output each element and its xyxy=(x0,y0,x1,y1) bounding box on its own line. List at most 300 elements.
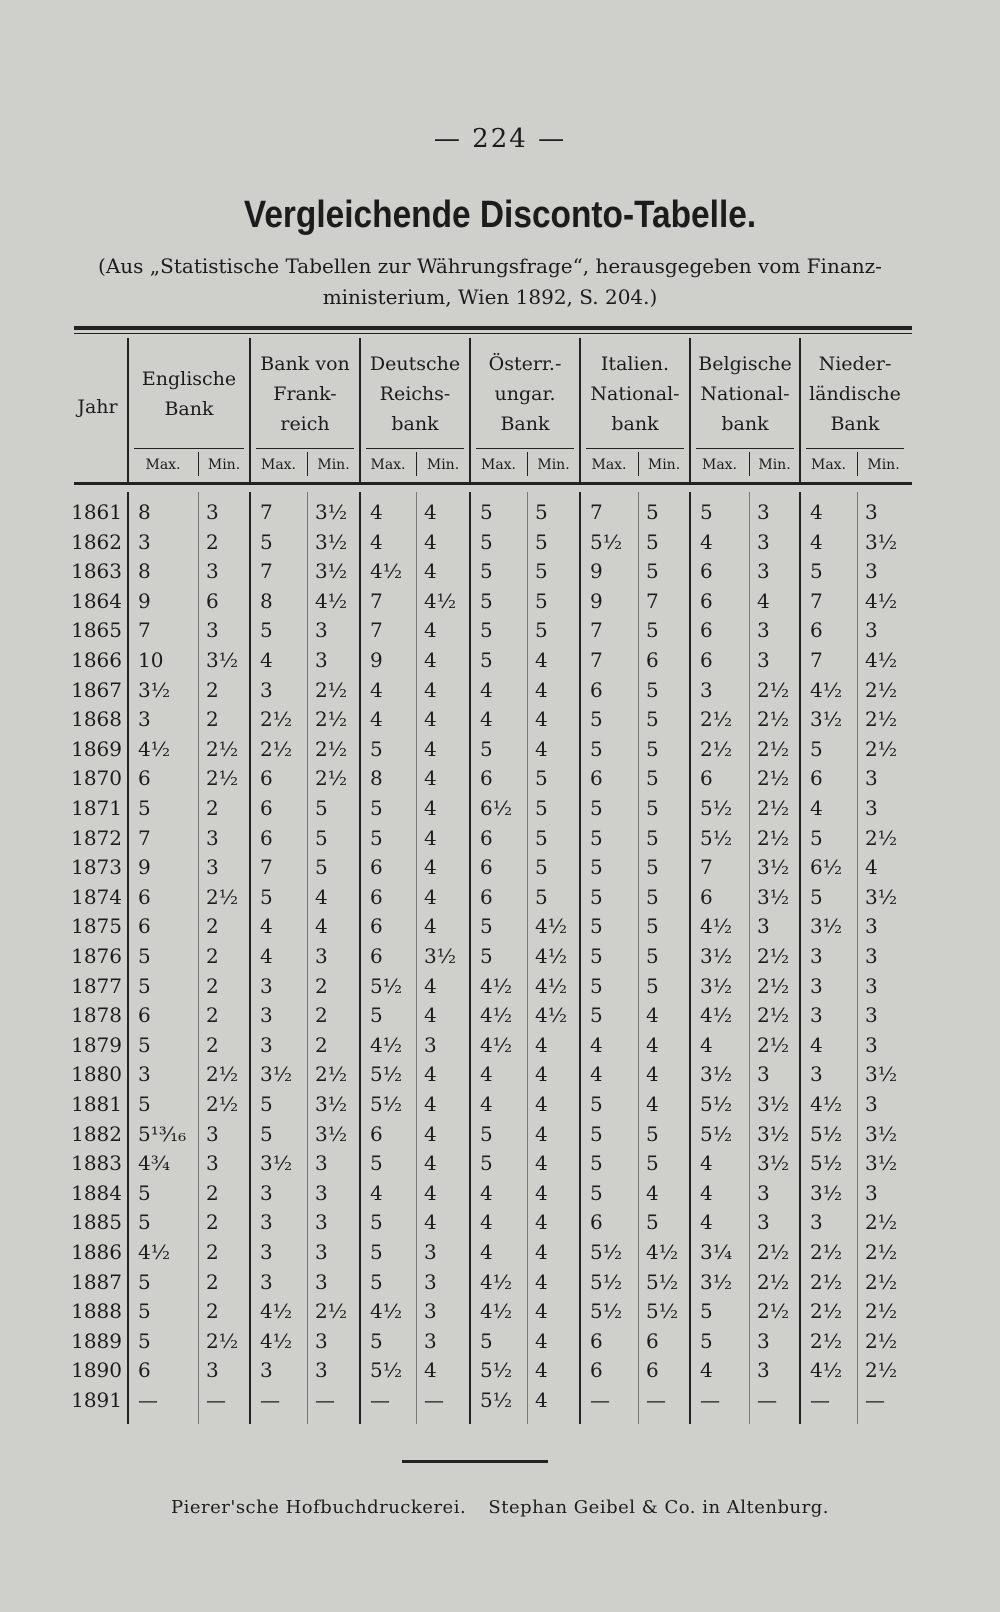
min-rate-cell: 2½ xyxy=(865,825,898,850)
min-rate-cell: 3½ xyxy=(315,1092,348,1116)
min-rate-cell: 5 xyxy=(646,944,659,968)
min-rate-cell: 3 xyxy=(424,1299,437,1324)
max-rate-cell: 7 xyxy=(370,618,383,643)
max-label: Max. xyxy=(701,457,738,473)
min-rate-cell: 3 xyxy=(865,1003,878,1028)
min-rate-cell: 2½ xyxy=(206,1092,239,1116)
sub-column-separator xyxy=(307,492,308,1424)
year-cell: 1889 xyxy=(71,1328,122,1353)
sub-column-separator xyxy=(638,492,639,1424)
min-rate-cell: 2½ xyxy=(865,1210,898,1235)
max-rate-cell: 7 xyxy=(370,588,383,613)
bank-name-7: Bank xyxy=(830,413,880,435)
max-rate-cell: 5½ xyxy=(700,1121,733,1146)
min-rate-cell: 2 xyxy=(315,1032,328,1057)
min-rate-cell: 5 xyxy=(646,1121,659,1146)
max-label: Max. xyxy=(145,457,181,473)
column-separator xyxy=(469,492,471,1424)
max-rate-cell: 3 xyxy=(810,1210,823,1235)
min-rate-cell: 5 xyxy=(646,884,659,909)
max-rate-cell: 6 xyxy=(138,766,151,791)
max-rate-cell: 7 xyxy=(810,648,823,672)
min-rate-cell: 4 xyxy=(424,1062,437,1087)
min-label: Min. xyxy=(317,457,350,473)
max-rate-cell: 5¹³⁄₁₆ xyxy=(138,1121,187,1146)
min-rate-cell: 2½ xyxy=(757,1240,790,1264)
max-rate-cell: 5 xyxy=(480,736,493,761)
max-rate-cell: 7 xyxy=(138,825,151,850)
max-rate-cell: 3½ xyxy=(138,677,171,702)
max-rate-cell: — xyxy=(700,1388,720,1412)
footer-rule xyxy=(402,1460,548,1463)
max-rate-cell: 7 xyxy=(590,500,603,524)
min-rate-cell: 5 xyxy=(646,825,659,850)
max-rate-cell: 3 xyxy=(260,1180,273,1205)
min-rate-cell: 3½ xyxy=(315,529,348,554)
min-rate-cell: 3 xyxy=(206,1151,219,1176)
min-rate-cell: 2 xyxy=(206,1299,219,1324)
min-rate-cell: — xyxy=(757,1388,777,1412)
min-rate-cell: 4½ xyxy=(646,1240,679,1264)
max-rate-cell: 4½ xyxy=(480,1003,513,1028)
max-rate-cell: 5 xyxy=(700,1299,713,1324)
maxmin-rule xyxy=(696,448,794,449)
max-rate-cell: 4½ xyxy=(810,1358,843,1383)
max-rate-cell: 5 xyxy=(138,1032,151,1057)
year-cell: 1883 xyxy=(71,1151,122,1176)
max-rate-cell: 2½ xyxy=(260,707,293,732)
max-rate-cell: 4½ xyxy=(260,1328,293,1353)
max-rate-cell: 3 xyxy=(260,1358,273,1383)
max-rate-cell: 3 xyxy=(810,1062,823,1087)
min-rate-cell: 3 xyxy=(315,618,328,643)
min-rate-cell: 2½ xyxy=(865,1328,898,1353)
bank-name-3: Reichs- xyxy=(379,383,451,405)
min-rate-cell: 3 xyxy=(865,944,878,968)
year-cell: 1878 xyxy=(71,1003,122,1028)
max-rate-cell: 7 xyxy=(700,855,713,880)
min-rate-cell: 3½ xyxy=(757,1092,790,1116)
min-rate-cell: 2 xyxy=(206,796,219,820)
maxmin-separator xyxy=(857,452,858,476)
min-rate-cell: 3 xyxy=(206,500,219,524)
max-rate-cell: 4½ xyxy=(480,1299,513,1324)
year-cell: 1869 xyxy=(71,736,122,761)
max-rate-cell: 7 xyxy=(260,855,273,880)
max-rate-cell: 4 xyxy=(260,944,273,968)
year-cell: 1875 xyxy=(71,914,122,939)
max-rate-cell: 5 xyxy=(260,884,273,909)
max-label: Max. xyxy=(810,457,847,473)
min-rate-cell: 4 xyxy=(646,1003,659,1028)
max-rate-cell: 2½ xyxy=(810,1299,843,1324)
maxmin-rule xyxy=(134,448,244,449)
max-rate-cell: 4½ xyxy=(370,559,403,584)
min-rate-cell: 2½ xyxy=(315,1062,348,1087)
min-rate-cell: 2½ xyxy=(206,884,239,909)
footer-printer: Pierer'sche Hofbuchdruckerei. xyxy=(170,1497,467,1518)
min-rate-cell: 3 xyxy=(865,973,878,998)
max-rate-cell: 5 xyxy=(480,500,493,524)
min-rate-cell: 3 xyxy=(315,1180,328,1205)
year-cell: 1877 xyxy=(71,973,122,998)
max-rate-cell: 4½ xyxy=(370,1299,403,1324)
min-rate-cell: 5 xyxy=(646,500,659,524)
max-rate-cell: 3½ xyxy=(700,944,733,968)
max-rate-cell: 4½ xyxy=(138,736,171,761)
year-cell: 1874 xyxy=(71,884,122,909)
min-rate-cell: 5 xyxy=(646,914,659,939)
min-rate-cell: 3 xyxy=(424,1240,437,1264)
min-rate-cell: 3½ xyxy=(757,884,790,909)
max-label: Max. xyxy=(260,457,297,473)
min-label: Min. xyxy=(867,457,900,473)
max-rate-cell: 2½ xyxy=(700,707,733,732)
min-rate-cell: 3½ xyxy=(865,1151,898,1176)
min-rate-cell: 5 xyxy=(646,855,659,880)
min-rate-cell: — xyxy=(315,1388,335,1412)
year-cell: 1886 xyxy=(71,1240,122,1264)
max-rate-cell: 5 xyxy=(810,825,823,850)
year-cell: 1868 xyxy=(71,707,122,732)
min-rate-cell: 3 xyxy=(315,1269,328,1294)
year-cell: 1864 xyxy=(71,588,122,613)
max-rate-cell: 5 xyxy=(138,1328,151,1353)
year-header: Jahr xyxy=(77,396,118,418)
max-rate-cell: 4 xyxy=(370,677,383,702)
min-rate-cell: 4 xyxy=(646,1180,659,1205)
min-rate-cell: 3 xyxy=(757,1062,770,1087)
year-cell: 1880 xyxy=(71,1062,122,1087)
max-rate-cell: 4½ xyxy=(810,677,843,702)
min-rate-cell: 2½ xyxy=(206,766,239,791)
max-rate-cell: 6 xyxy=(138,914,151,939)
min-rate-cell: 2½ xyxy=(757,944,790,968)
max-rate-cell: 5 xyxy=(480,1328,493,1353)
max-rate-cell: 4 xyxy=(260,914,273,939)
page-number: — 224 — xyxy=(433,124,567,154)
min-rate-cell: 3 xyxy=(757,1328,770,1353)
min-rate-cell: 2½ xyxy=(865,1269,898,1294)
min-rate-cell: 5 xyxy=(646,1210,659,1235)
max-rate-cell: 5 xyxy=(590,1121,603,1146)
maxmin-rule xyxy=(256,448,354,449)
max-rate-cell: 4 xyxy=(700,1180,713,1205)
min-rate-cell: 4 xyxy=(535,1180,548,1205)
min-rate-cell: 2½ xyxy=(865,1240,898,1264)
min-rate-cell: 3½ xyxy=(757,1151,790,1176)
max-rate-cell: 7 xyxy=(138,618,151,643)
max-rate-cell: 6 xyxy=(138,884,151,909)
min-rate-cell: 2½ xyxy=(315,766,348,791)
max-rate-cell: 4 xyxy=(370,500,383,524)
max-rate-cell: 3½ xyxy=(700,1062,733,1087)
year-cell: 1887 xyxy=(71,1269,122,1294)
min-rate-cell: 4 xyxy=(535,1151,548,1176)
max-rate-cell: 6 xyxy=(590,1358,603,1383)
max-rate-cell: 5 xyxy=(480,914,493,939)
min-rate-cell: 5 xyxy=(646,1151,659,1176)
min-rate-cell: 4 xyxy=(424,825,437,850)
max-rate-cell: 4 xyxy=(700,1358,713,1383)
min-rate-cell: 2 xyxy=(206,707,219,732)
min-rate-cell: 4 xyxy=(424,1210,437,1235)
max-rate-cell: 6 xyxy=(700,618,713,643)
sub-column-separator xyxy=(527,492,528,1424)
max-rate-cell: 5 xyxy=(370,1210,383,1235)
max-rate-cell: 9 xyxy=(590,588,603,613)
max-rate-cell: 5½ xyxy=(480,1388,513,1412)
column-separator xyxy=(249,492,251,1424)
year-cell: 1882 xyxy=(71,1121,122,1146)
min-rate-cell: 4 xyxy=(535,648,548,672)
max-rate-cell: 3 xyxy=(138,707,151,732)
max-rate-cell: 4½ xyxy=(700,914,733,939)
max-rate-cell: 2½ xyxy=(810,1328,843,1353)
max-rate-cell: 4 xyxy=(480,1210,493,1235)
max-rate-cell: 6 xyxy=(700,588,713,613)
max-rate-cell: 9 xyxy=(590,559,603,584)
min-rate-cell: 3½ xyxy=(424,944,457,968)
max-rate-cell: 5 xyxy=(590,855,603,880)
min-rate-cell: 5 xyxy=(646,618,659,643)
min-rate-cell: 2 xyxy=(206,914,219,939)
max-rate-cell: 9 xyxy=(138,855,151,880)
max-rate-cell: 4 xyxy=(810,1032,823,1057)
year-cell: 1866 xyxy=(71,648,122,672)
min-rate-cell: 3 xyxy=(206,825,219,850)
max-rate-cell: 2½ xyxy=(810,1269,843,1294)
min-rate-cell: 4 xyxy=(535,1032,548,1057)
max-rate-cell: 4 xyxy=(480,1092,493,1116)
max-rate-cell: 5 xyxy=(590,1151,603,1176)
max-rate-cell: 5 xyxy=(590,796,603,820)
max-rate-cell: 4¾ xyxy=(138,1151,171,1176)
footer xyxy=(0,1497,1000,1518)
max-rate-cell: 6 xyxy=(138,1003,151,1028)
max-rate-cell: 5 xyxy=(590,707,603,732)
min-rate-cell: 3½ xyxy=(865,1062,898,1087)
max-rate-cell: 3½ xyxy=(810,914,843,939)
min-rate-cell: 5 xyxy=(646,766,659,791)
min-rate-cell: 2½ xyxy=(206,1328,239,1353)
max-rate-cell: 7 xyxy=(590,648,603,672)
min-rate-cell: 3½ xyxy=(865,884,898,909)
min-rate-cell: 3 xyxy=(206,559,219,584)
max-rate-cell: 5 xyxy=(480,648,493,672)
max-rate-cell: 6 xyxy=(700,559,713,584)
min-rate-cell: 2 xyxy=(206,944,219,968)
year-cell: 1865 xyxy=(71,618,122,643)
min-rate-cell: 2½ xyxy=(865,1358,898,1383)
min-rate-cell: 2½ xyxy=(757,677,790,702)
min-rate-cell: 4 xyxy=(535,1269,548,1294)
year-cell: 1870 xyxy=(71,766,122,791)
min-rate-cell: 2½ xyxy=(865,707,898,732)
min-rate-cell: 4½ xyxy=(424,588,457,613)
max-rate-cell: 5 xyxy=(480,1121,493,1146)
bank-name-7: ländische xyxy=(809,383,901,405)
min-rate-cell: 4 xyxy=(315,884,328,909)
max-rate-cell: 10 xyxy=(138,648,164,672)
min-rate-cell: 6 xyxy=(646,648,659,672)
sub-column-separator xyxy=(198,492,199,1424)
min-rate-cell: 3 xyxy=(757,914,770,939)
max-rate-cell: 6 xyxy=(810,618,823,643)
max-rate-cell: 5½ xyxy=(590,529,623,554)
min-rate-cell: 2 xyxy=(315,1003,328,1028)
min-rate-cell: 2½ xyxy=(206,736,239,761)
min-rate-cell: 3 xyxy=(206,618,219,643)
min-label: Min. xyxy=(426,457,460,473)
max-rate-cell: 5 xyxy=(590,973,603,998)
min-rate-cell: 4½ xyxy=(535,973,568,998)
min-rate-cell: 3 xyxy=(206,1121,219,1146)
max-rate-cell: 4 xyxy=(590,1062,603,1087)
min-rate-cell: 5 xyxy=(646,796,659,820)
min-rate-cell: 3½ xyxy=(315,1121,348,1146)
max-rate-cell: 6 xyxy=(370,884,383,909)
max-rate-cell: 4 xyxy=(700,529,713,554)
min-rate-cell: 5 xyxy=(646,973,659,998)
maxmin-rule xyxy=(476,448,574,449)
max-rate-cell: 5 xyxy=(480,588,493,613)
min-rate-cell: 3½ xyxy=(757,855,790,880)
max-rate-cell: 4½ xyxy=(370,1032,403,1057)
max-rate-cell: 3½ xyxy=(700,973,733,998)
max-rate-cell: 5½ xyxy=(590,1299,623,1324)
max-rate-cell: 5 xyxy=(370,1269,383,1294)
min-rate-cell: 3 xyxy=(757,1358,770,1383)
min-rate-cell: 3 xyxy=(757,618,770,643)
max-rate-cell: 8 xyxy=(370,766,383,791)
max-rate-cell: — xyxy=(260,1388,280,1412)
min-rate-cell: 2 xyxy=(206,1269,219,1294)
max-rate-cell: 6 xyxy=(590,766,603,791)
min-rate-cell: 2 xyxy=(206,677,219,702)
min-rate-cell: 4½ xyxy=(535,1003,568,1028)
min-rate-cell: 4 xyxy=(424,559,437,584)
year-cell: 1884 xyxy=(71,1180,122,1205)
min-rate-cell: 5 xyxy=(315,855,328,880)
min-rate-cell: 2½ xyxy=(757,973,790,998)
min-rate-cell: 2 xyxy=(206,1210,219,1235)
min-rate-cell: 5 xyxy=(535,618,548,643)
min-rate-cell: 4 xyxy=(535,1062,548,1087)
min-rate-cell: 3½ xyxy=(315,500,348,524)
max-rate-cell: 3½ xyxy=(810,1180,843,1205)
max-rate-cell: 6 xyxy=(590,1328,603,1353)
min-label: Min. xyxy=(758,457,791,473)
min-rate-cell: 3½ xyxy=(206,648,239,672)
min-rate-cell: 5 xyxy=(646,559,659,584)
min-rate-cell: 4 xyxy=(424,796,437,820)
min-rate-cell: 5 xyxy=(646,736,659,761)
bank-name-5: Italien. xyxy=(600,353,670,375)
min-rate-cell: 2½ xyxy=(206,1062,239,1087)
min-rate-cell: 4 xyxy=(424,1121,437,1146)
max-rate-cell: 3 xyxy=(810,1003,823,1028)
min-rate-cell: 3 xyxy=(315,944,328,968)
min-rate-cell: 4 xyxy=(535,677,548,702)
max-rate-cell: 5 xyxy=(480,1151,493,1176)
min-rate-cell: 2 xyxy=(206,973,219,998)
min-rate-cell: 4 xyxy=(646,1062,659,1087)
year-cell: 1867 xyxy=(71,677,122,702)
bank-name-5: bank xyxy=(611,413,659,435)
max-rate-cell: 4 xyxy=(480,1062,493,1087)
year-cell: 1876 xyxy=(71,944,122,968)
min-rate-cell: 4 xyxy=(424,914,437,939)
max-rate-cell: 5 xyxy=(260,618,273,643)
max-rate-cell: 5 xyxy=(700,1328,713,1353)
min-rate-cell: 2½ xyxy=(757,1003,790,1028)
min-rate-cell: 2½ xyxy=(757,1299,790,1324)
min-rate-cell: 4 xyxy=(646,1032,659,1057)
max-rate-cell: 7 xyxy=(260,500,273,524)
max-rate-cell: 8 xyxy=(138,559,151,584)
min-rate-cell: 3 xyxy=(315,1151,328,1176)
max-rate-cell: — xyxy=(370,1388,390,1412)
min-rate-cell: 4½ xyxy=(535,914,568,939)
min-rate-cell: 2½ xyxy=(865,1299,898,1324)
min-rate-cell: 5 xyxy=(535,588,548,613)
max-rate-cell: 7 xyxy=(590,618,603,643)
maxmin-rule xyxy=(586,448,684,449)
min-rate-cell: 5 xyxy=(535,766,548,791)
max-rate-cell: 4 xyxy=(700,1032,713,1057)
max-rate-cell: 5 xyxy=(260,529,273,554)
min-rate-cell: 3 xyxy=(757,648,770,672)
max-rate-cell: 4½ xyxy=(480,1032,513,1057)
min-rate-cell: 4 xyxy=(865,855,878,880)
footer-publisher: Stephan Geibel & Co. in Altenburg. xyxy=(488,1497,829,1518)
min-rate-cell: 2½ xyxy=(757,1032,790,1057)
year-cell: 1891 xyxy=(71,1388,122,1412)
min-rate-cell: 4 xyxy=(535,1328,548,1353)
min-rate-cell: 2½ xyxy=(315,1299,348,1324)
min-rate-cell: 2 xyxy=(206,1240,219,1264)
max-rate-cell: 5 xyxy=(810,884,823,909)
min-rate-cell: 2½ xyxy=(865,736,898,761)
min-rate-cell: 4 xyxy=(424,1180,437,1205)
max-rate-cell: 9 xyxy=(138,588,151,613)
max-rate-cell: 3½ xyxy=(260,1062,293,1087)
max-rate-cell: 4 xyxy=(810,529,823,554)
min-rate-cell: 3 xyxy=(206,1358,219,1383)
max-rate-cell: 3 xyxy=(260,1210,273,1235)
min-rate-cell: 2½ xyxy=(757,1269,790,1294)
max-rate-cell: 4 xyxy=(370,529,383,554)
min-rate-cell: 2½ xyxy=(757,796,790,820)
year-cell: 1861 xyxy=(71,500,122,524)
min-rate-cell: 3 xyxy=(315,1358,328,1383)
min-rate-cell: 2½ xyxy=(315,736,348,761)
min-rate-cell: 3 xyxy=(757,559,770,584)
min-rate-cell: 4½ xyxy=(865,588,898,613)
min-rate-cell: 3½ xyxy=(865,529,898,554)
min-rate-cell: 3 xyxy=(757,529,770,554)
max-rate-cell: 4 xyxy=(480,707,493,732)
max-rate-cell: 8 xyxy=(260,588,273,613)
min-rate-cell: 3 xyxy=(757,1180,770,1205)
sub-column-separator xyxy=(857,492,858,1424)
max-rate-cell: 3 xyxy=(260,1032,273,1057)
max-rate-cell: 4 xyxy=(810,500,823,524)
max-rate-cell: 5 xyxy=(590,1092,603,1116)
bank-name-1: Bank xyxy=(164,398,214,420)
max-rate-cell: 4½ xyxy=(480,973,513,998)
